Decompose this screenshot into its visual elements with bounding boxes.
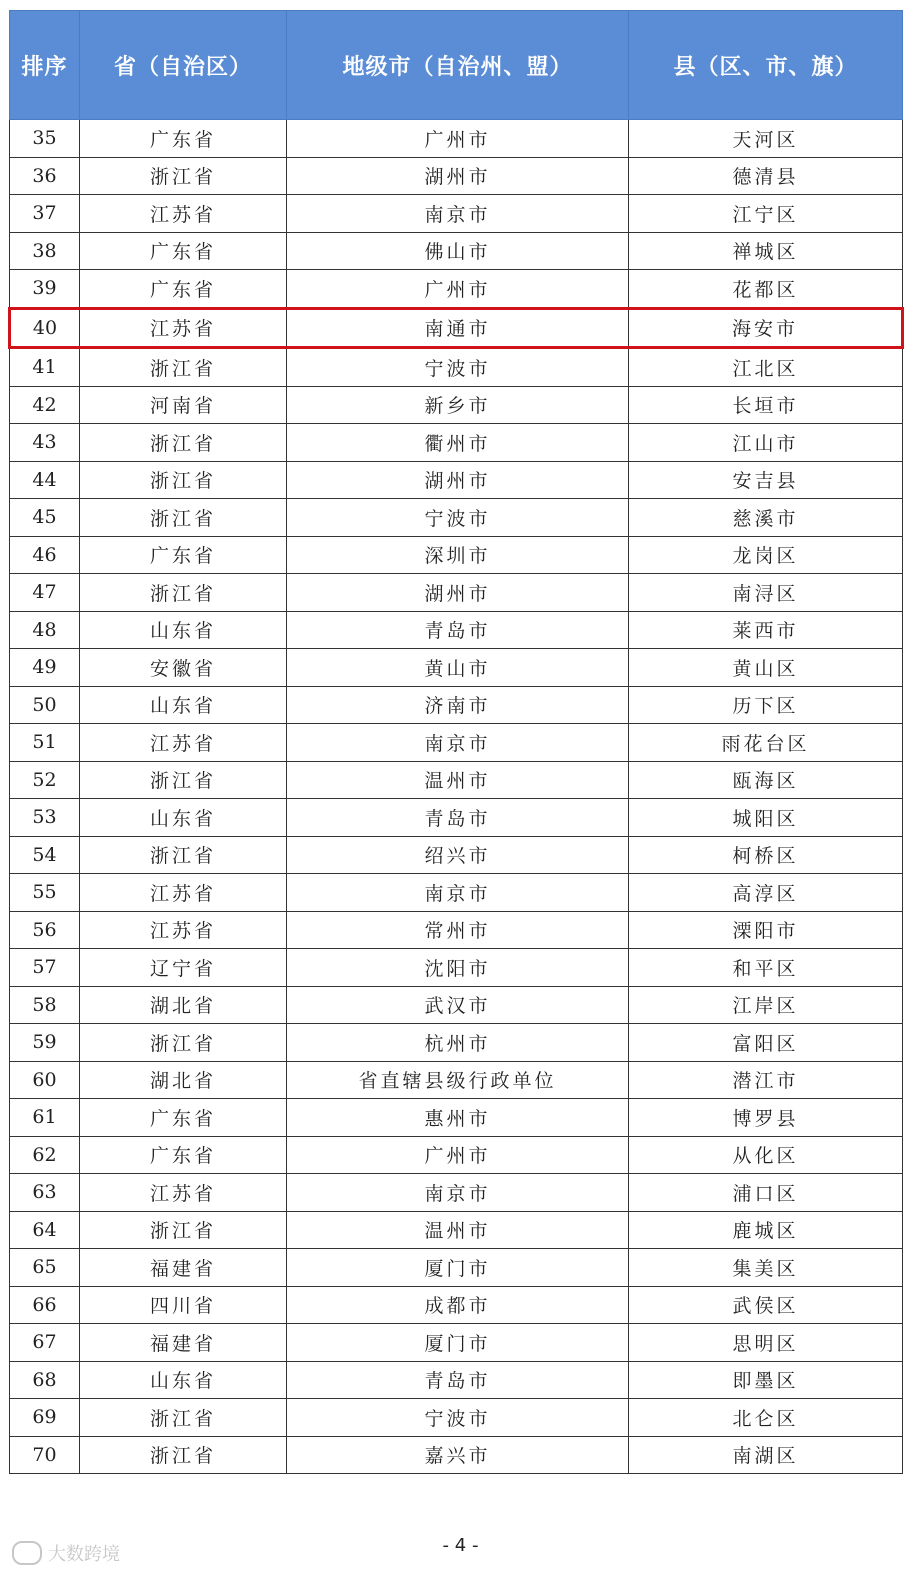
cell-province: 山东省 bbox=[80, 686, 287, 724]
cell-city: 温州市 bbox=[287, 761, 629, 799]
table-row bbox=[10, 1361, 903, 1399]
table-row bbox=[10, 911, 903, 949]
cell-city: 沈阳市 bbox=[287, 949, 629, 987]
cell-city: 南京市 bbox=[287, 874, 629, 912]
cell-province: 湖北省 bbox=[80, 1061, 287, 1099]
cell-rank: 70 bbox=[10, 1436, 80, 1474]
cell-province: 浙江省 bbox=[80, 761, 287, 799]
table-row bbox=[10, 461, 903, 499]
cell-rank: 38 bbox=[10, 232, 80, 270]
cell-county: 禅城区 bbox=[629, 232, 903, 270]
cell-city: 青岛市 bbox=[287, 1361, 629, 1399]
cell-province: 江苏省 bbox=[80, 308, 287, 348]
cell-county: 天河区 bbox=[629, 120, 903, 158]
cell-province: 山东省 bbox=[80, 1361, 287, 1399]
cell-city: 广州市 bbox=[287, 1136, 629, 1174]
table-row bbox=[10, 611, 903, 649]
cell-rank: 63 bbox=[10, 1174, 80, 1212]
cell-city: 常州市 bbox=[287, 911, 629, 949]
table-row bbox=[10, 799, 903, 837]
cell-province: 江苏省 bbox=[80, 724, 287, 762]
cell-city: 南京市 bbox=[287, 195, 629, 233]
cell-city: 湖州市 bbox=[287, 461, 629, 499]
cell-rank: 61 bbox=[10, 1099, 80, 1137]
cell-county: 黄山区 bbox=[629, 649, 903, 687]
cell-rank: 40 bbox=[10, 308, 80, 348]
cell-city: 广州市 bbox=[287, 120, 629, 158]
cell-province: 河南省 bbox=[80, 386, 287, 424]
table-row bbox=[10, 1249, 903, 1287]
table-row bbox=[10, 1211, 903, 1249]
table-row-highlighted bbox=[10, 308, 903, 348]
cell-county: 江山市 bbox=[629, 424, 903, 462]
header-row bbox=[10, 11, 903, 120]
cell-province: 浙江省 bbox=[80, 461, 287, 499]
cell-city: 厦门市 bbox=[287, 1249, 629, 1287]
cell-rank: 44 bbox=[10, 461, 80, 499]
cell-province: 浙江省 bbox=[80, 1024, 287, 1062]
cell-county: 慈溪市 bbox=[629, 499, 903, 537]
cell-province: 江苏省 bbox=[80, 874, 287, 912]
table-row bbox=[10, 761, 903, 799]
cell-rank: 67 bbox=[10, 1324, 80, 1362]
header-city: 地级市（自治州、盟） bbox=[287, 11, 629, 120]
cell-county: 瓯海区 bbox=[629, 761, 903, 799]
cell-rank: 59 bbox=[10, 1024, 80, 1062]
cell-city: 湖州市 bbox=[287, 574, 629, 612]
cell-county: 集美区 bbox=[629, 1249, 903, 1287]
cell-province: 浙江省 bbox=[80, 348, 287, 387]
cell-county: 富阳区 bbox=[629, 1024, 903, 1062]
cell-rank: 58 bbox=[10, 986, 80, 1024]
table-row bbox=[10, 1399, 903, 1437]
cell-county: 思明区 bbox=[629, 1324, 903, 1362]
cell-city: 南京市 bbox=[287, 1174, 629, 1212]
cell-county: 花都区 bbox=[629, 270, 903, 309]
table-row bbox=[10, 1024, 903, 1062]
cell-rank: 39 bbox=[10, 270, 80, 309]
cell-city: 湖州市 bbox=[287, 157, 629, 195]
header-rank: 排序 bbox=[10, 11, 80, 120]
table-row bbox=[10, 1436, 903, 1474]
cell-province: 浙江省 bbox=[80, 499, 287, 537]
cell-rank: 65 bbox=[10, 1249, 80, 1287]
cell-rank: 62 bbox=[10, 1136, 80, 1174]
cell-city: 南京市 bbox=[287, 724, 629, 762]
table-row bbox=[10, 232, 903, 270]
cell-province: 安徽省 bbox=[80, 649, 287, 687]
cell-province: 广东省 bbox=[80, 270, 287, 309]
cell-county: 博罗县 bbox=[629, 1099, 903, 1137]
cell-rank: 37 bbox=[10, 195, 80, 233]
cell-city: 新乡市 bbox=[287, 386, 629, 424]
cell-city: 宁波市 bbox=[287, 348, 629, 387]
cell-province: 江苏省 bbox=[80, 1174, 287, 1212]
cell-province: 福建省 bbox=[80, 1249, 287, 1287]
table-row bbox=[10, 1286, 903, 1324]
cell-county: 海安市 bbox=[629, 308, 903, 348]
cell-province: 浙江省 bbox=[80, 1399, 287, 1437]
cell-rank: 66 bbox=[10, 1286, 80, 1324]
cell-county: 鹿城区 bbox=[629, 1211, 903, 1249]
ranking-table bbox=[8, 10, 904, 1474]
cell-rank: 57 bbox=[10, 949, 80, 987]
cell-province: 山东省 bbox=[80, 611, 287, 649]
cell-city: 宁波市 bbox=[287, 1399, 629, 1437]
cell-rank: 43 bbox=[10, 424, 80, 462]
table-header bbox=[10, 11, 903, 120]
cell-rank: 52 bbox=[10, 761, 80, 799]
table-row bbox=[10, 157, 903, 195]
cell-city: 省直辖县级行政单位 bbox=[287, 1061, 629, 1099]
cell-county: 龙岗区 bbox=[629, 536, 903, 574]
table-row bbox=[10, 536, 903, 574]
cell-county: 历下区 bbox=[629, 686, 903, 724]
cell-rank: 55 bbox=[10, 874, 80, 912]
cell-county: 潜江市 bbox=[629, 1061, 903, 1099]
table-row bbox=[10, 195, 903, 233]
cell-city: 黄山市 bbox=[287, 649, 629, 687]
ranking-table-container bbox=[8, 10, 901, 1474]
header-province: 省（自治区） bbox=[80, 11, 287, 120]
cell-rank: 60 bbox=[10, 1061, 80, 1099]
table-row bbox=[10, 120, 903, 158]
table-row bbox=[10, 424, 903, 462]
cell-province: 浙江省 bbox=[80, 157, 287, 195]
table-row bbox=[10, 1136, 903, 1174]
cell-province: 浙江省 bbox=[80, 574, 287, 612]
table-row bbox=[10, 270, 903, 309]
cell-city: 南通市 bbox=[287, 308, 629, 348]
cell-city: 济南市 bbox=[287, 686, 629, 724]
table-row bbox=[10, 386, 903, 424]
cell-city: 成都市 bbox=[287, 1286, 629, 1324]
table-row bbox=[10, 1174, 903, 1212]
cell-county: 溧阳市 bbox=[629, 911, 903, 949]
cell-city: 广州市 bbox=[287, 270, 629, 309]
cell-rank: 53 bbox=[10, 799, 80, 837]
cell-city: 青岛市 bbox=[287, 799, 629, 837]
cell-county: 南湖区 bbox=[629, 1436, 903, 1474]
cell-rank: 46 bbox=[10, 536, 80, 574]
cell-county: 高淳区 bbox=[629, 874, 903, 912]
cell-province: 广东省 bbox=[80, 120, 287, 158]
cell-city: 佛山市 bbox=[287, 232, 629, 270]
cell-city: 青岛市 bbox=[287, 611, 629, 649]
table-row bbox=[10, 499, 903, 537]
cell-city: 嘉兴市 bbox=[287, 1436, 629, 1474]
cell-province: 湖北省 bbox=[80, 986, 287, 1024]
cell-rank: 48 bbox=[10, 611, 80, 649]
cell-city: 杭州市 bbox=[287, 1024, 629, 1062]
cell-county: 柯桥区 bbox=[629, 836, 903, 874]
cell-rank: 56 bbox=[10, 911, 80, 949]
table-body bbox=[10, 120, 903, 1474]
cell-city: 武汉市 bbox=[287, 986, 629, 1024]
cell-province: 浙江省 bbox=[80, 1436, 287, 1474]
table-row bbox=[10, 348, 903, 387]
cell-rank: 42 bbox=[10, 386, 80, 424]
cell-county: 长垣市 bbox=[629, 386, 903, 424]
cell-province: 浙江省 bbox=[80, 424, 287, 462]
cell-county: 莱西市 bbox=[629, 611, 903, 649]
cell-city: 宁波市 bbox=[287, 499, 629, 537]
cell-rank: 41 bbox=[10, 348, 80, 387]
page-number: - 4 - bbox=[442, 1535, 479, 1556]
cell-city: 温州市 bbox=[287, 1211, 629, 1249]
cell-rank: 45 bbox=[10, 499, 80, 537]
cell-province: 广东省 bbox=[80, 1099, 287, 1137]
cell-county: 浦口区 bbox=[629, 1174, 903, 1212]
table-row bbox=[10, 1061, 903, 1099]
cell-county: 安吉县 bbox=[629, 461, 903, 499]
cell-province: 江苏省 bbox=[80, 195, 287, 233]
cell-county: 北仑区 bbox=[629, 1399, 903, 1437]
cell-rank: 50 bbox=[10, 686, 80, 724]
cell-county: 即墨区 bbox=[629, 1361, 903, 1399]
cell-province: 辽宁省 bbox=[80, 949, 287, 987]
table-row bbox=[10, 1099, 903, 1137]
table-row bbox=[10, 724, 903, 762]
cell-province: 浙江省 bbox=[80, 1211, 287, 1249]
cell-city: 厦门市 bbox=[287, 1324, 629, 1362]
table-row bbox=[10, 986, 903, 1024]
cell-province: 广东省 bbox=[80, 232, 287, 270]
cell-rank: 68 bbox=[10, 1361, 80, 1399]
cell-county: 江岸区 bbox=[629, 986, 903, 1024]
table-row bbox=[10, 574, 903, 612]
cell-rank: 47 bbox=[10, 574, 80, 612]
cell-province: 广东省 bbox=[80, 536, 287, 574]
table-row bbox=[10, 836, 903, 874]
cell-province: 浙江省 bbox=[80, 836, 287, 874]
cell-city: 深圳市 bbox=[287, 536, 629, 574]
cell-province: 山东省 bbox=[80, 799, 287, 837]
header-county: 县（区、市、旗） bbox=[629, 11, 903, 120]
cell-county: 南浔区 bbox=[629, 574, 903, 612]
table-row bbox=[10, 949, 903, 987]
table-row bbox=[10, 874, 903, 912]
cell-city: 惠州市 bbox=[287, 1099, 629, 1137]
cell-county: 江宁区 bbox=[629, 195, 903, 233]
cell-county: 德清县 bbox=[629, 157, 903, 195]
cell-rank: 64 bbox=[10, 1211, 80, 1249]
cell-province: 江苏省 bbox=[80, 911, 287, 949]
cell-rank: 54 bbox=[10, 836, 80, 874]
table-row bbox=[10, 1324, 903, 1362]
cell-rank: 49 bbox=[10, 649, 80, 687]
cell-province: 福建省 bbox=[80, 1324, 287, 1362]
cell-rank: 36 bbox=[10, 157, 80, 195]
cell-county: 从化区 bbox=[629, 1136, 903, 1174]
cell-rank: 51 bbox=[10, 724, 80, 762]
cell-city: 衢州市 bbox=[287, 424, 629, 462]
cell-county: 武侯区 bbox=[629, 1286, 903, 1324]
watermark-text: 大数跨境 bbox=[48, 1544, 120, 1565]
cell-rank: 69 bbox=[10, 1399, 80, 1437]
cell-county: 江北区 bbox=[629, 348, 903, 387]
table-row bbox=[10, 649, 903, 687]
cell-province: 四川省 bbox=[80, 1286, 287, 1324]
cell-county: 城阳区 bbox=[629, 799, 903, 837]
cell-county: 和平区 bbox=[629, 949, 903, 987]
cell-province: 广东省 bbox=[80, 1136, 287, 1174]
cell-county: 雨花台区 bbox=[629, 724, 903, 762]
cell-city: 绍兴市 bbox=[287, 836, 629, 874]
table-row bbox=[10, 686, 903, 724]
cell-rank: 35 bbox=[10, 120, 80, 158]
